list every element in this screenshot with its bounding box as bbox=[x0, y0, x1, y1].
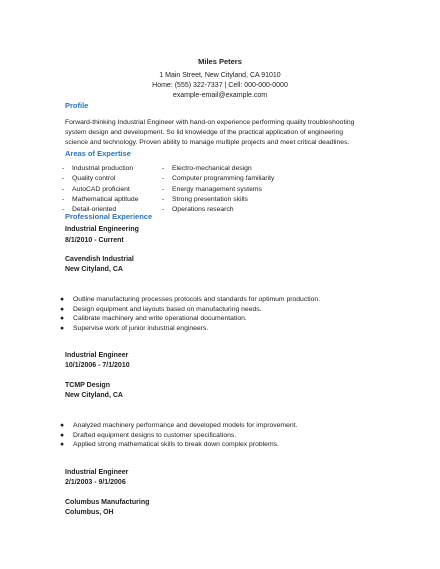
skill-item: - AutoCAD proficient bbox=[62, 185, 130, 193]
email: example-email@example.com bbox=[172, 92, 268, 99]
job-dates: 2/1/2003 - 9/1/2006 bbox=[65, 479, 126, 486]
profile-text bbox=[65, 118, 385, 148]
skill-item: - Operations research bbox=[162, 206, 234, 214]
phone-numbers: Home: (555) 322-7337 | Cell: 000-000-0000 bbox=[152, 82, 288, 89]
applicant-name: Miles Peters bbox=[198, 57, 242, 66]
skill-item: - Energy management systems bbox=[162, 185, 262, 193]
company-location: New Cityland, CA bbox=[65, 266, 123, 273]
profile-heading: Profile bbox=[65, 101, 89, 110]
skill-item: - Strong presentation skills bbox=[162, 195, 248, 203]
skill-item: - Detail-oriented bbox=[62, 206, 117, 214]
company-name: Cavendish Industrial bbox=[65, 256, 134, 263]
list-item: ● Outline manufacturing processes protocols and standards for optimum production. bbox=[60, 296, 321, 303]
job-dates: 8/1/2010 - Current bbox=[65, 237, 124, 244]
skill-item: - Computer programming familiarity bbox=[162, 175, 275, 183]
experience-heading: Professional Experience bbox=[65, 212, 153, 221]
list-item: ● Drafted equipment designs to customer specifications. bbox=[60, 431, 237, 439]
expertise-column-left bbox=[62, 164, 162, 215]
list-item: ● Design equipment and layouts based on manufacturing needs. bbox=[60, 305, 262, 313]
list-item: ● Calibrate machinery and write operational documentation. bbox=[60, 315, 247, 323]
skill-item: - Quality control bbox=[62, 175, 116, 183]
job-dates: 10/1/2006 - 7/1/2010 bbox=[65, 362, 130, 369]
list-item: ● Supervise work of junior industrial engineers. bbox=[60, 324, 209, 332]
job-duties bbox=[60, 421, 380, 450]
job-duties bbox=[60, 295, 380, 333]
profile-line: system design and development. So lid knowledge of the practical application of engineering bbox=[65, 129, 344, 136]
company-name: Columbus Manufacturing bbox=[65, 499, 150, 506]
expertise-column-right bbox=[162, 164, 312, 215]
address: 1 Main Street, New Cityland, CA 91010 bbox=[159, 72, 281, 79]
profile-line: science and technology. Proven ability to manage multiple projects and meet critical deadlines. bbox=[65, 139, 350, 146]
profile-line: Forward-thinking Industrial Engineer with hand-on experience performing quality troubleshooting bbox=[65, 119, 355, 126]
job-title: Industrial Engineer bbox=[65, 352, 129, 359]
job-title: Industrial Engineer bbox=[65, 469, 129, 476]
skill-item: - Electro-mechanical design bbox=[162, 165, 252, 172]
company-name: TCMP Design bbox=[65, 382, 110, 389]
company-location: Columbus, OH bbox=[65, 509, 114, 516]
skill-item: - Industrial production bbox=[62, 165, 134, 172]
list-item: ● Analyzed machinery performance and developed models for improvement. bbox=[60, 422, 298, 429]
company-location: New Cityland, CA bbox=[65, 392, 123, 399]
skill-item: - Mathematical aptitude bbox=[62, 195, 139, 203]
list-item: ● Applied strong mathematical skills to break down complex problems. bbox=[60, 441, 279, 449]
job-title: Industrial Engineering bbox=[65, 226, 139, 233]
expertise-heading: Areas of Expertise bbox=[65, 149, 131, 158]
